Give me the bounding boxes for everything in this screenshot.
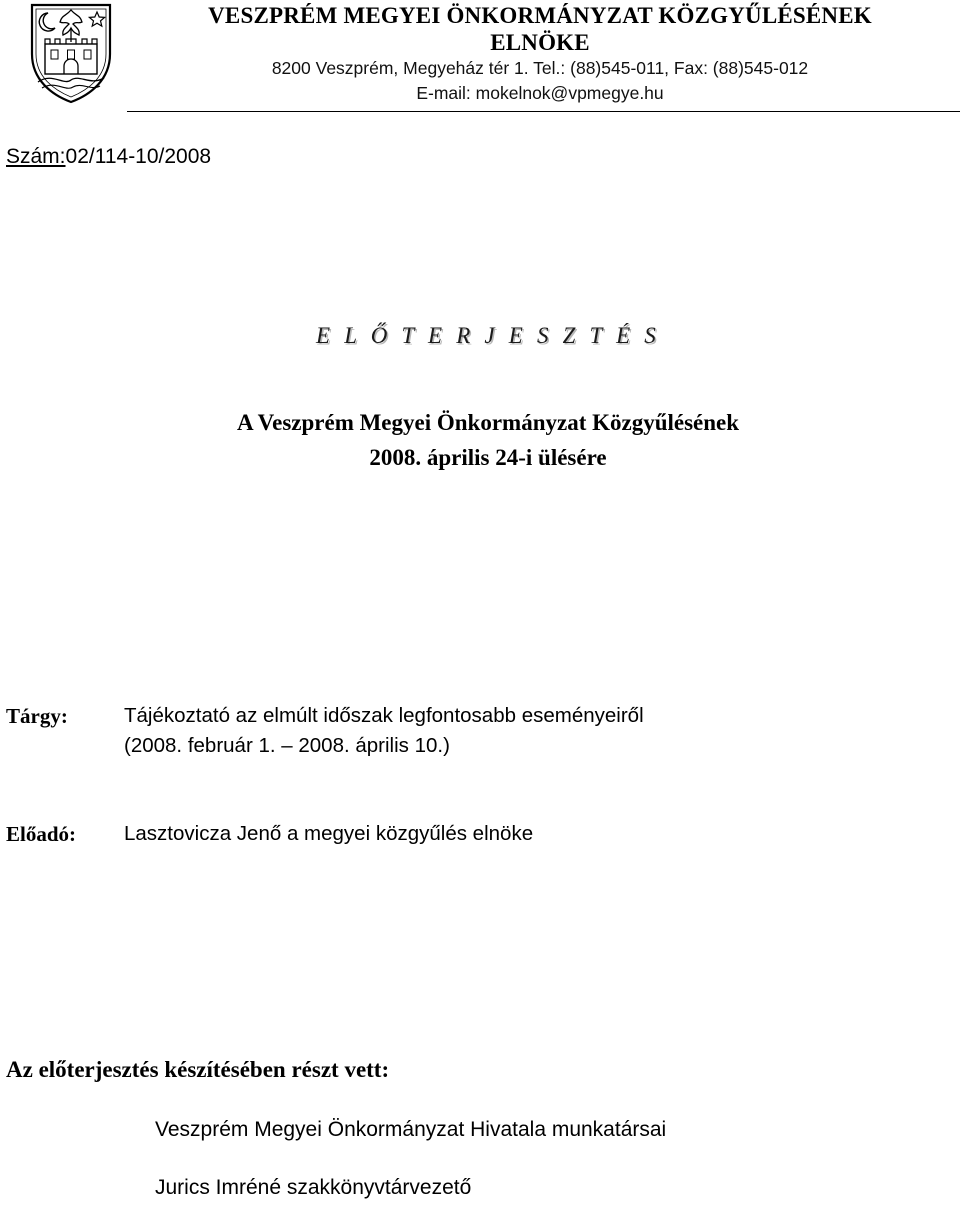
postal-address: 8200 Veszprém, Megyeház tér 1. Tel.: (88)545-011, Fax: (88)545-012 <box>271 58 809 78</box>
reference-value: 02/114-10/2008 <box>65 145 212 168</box>
presenter-label: Előadó: <box>6 822 77 846</box>
subject-value <box>124 701 924 761</box>
contributor-item: Veszprém Megyei Önkormányzat Hivatala munkatársai <box>155 1118 667 1141</box>
meeting-heading <box>0 405 960 475</box>
county-coat-of-arms <box>28 2 114 104</box>
meeting-date: 2008. április 24-i ülésére <box>369 445 607 470</box>
letterhead <box>120 2 960 106</box>
organization-name: VESZPRÉM MEGYEI ÖNKORMÁNYZAT KÖZGYŰLÉSÉNEK <box>208 3 872 28</box>
contributors-heading: Az előterjesztés készítésében részt vett: <box>6 1057 390 1082</box>
email-address: E-mail: mokelnok@vpmegye.hu <box>416 83 664 103</box>
reference-number <box>6 143 211 171</box>
subject-line-2: (2008. február 1. – 2008. április 10.) <box>124 734 450 757</box>
presenter-value <box>124 819 924 849</box>
document-type-heading: E L Ő T E R J E S Z T É S <box>316 323 660 348</box>
letterhead-divider <box>127 111 960 112</box>
presenter-name: Lasztovicza Jenő a megyei közgyűlés elnöke <box>124 822 534 845</box>
contributor-item: Jurics Imréné szakkönyvtárvezető <box>155 1176 472 1199</box>
meeting-body: A Veszprém Megyei Önkormányzat Közgyűlésének <box>236 410 740 435</box>
reference-label: Szám: <box>6 145 66 168</box>
subject-label: Tárgy: <box>6 704 68 728</box>
subject-line-1: Tájékoztató az elmúlt időszak legfontosabb eseményeiről <box>124 704 644 727</box>
organization-role: ELNÖKE <box>490 30 590 55</box>
